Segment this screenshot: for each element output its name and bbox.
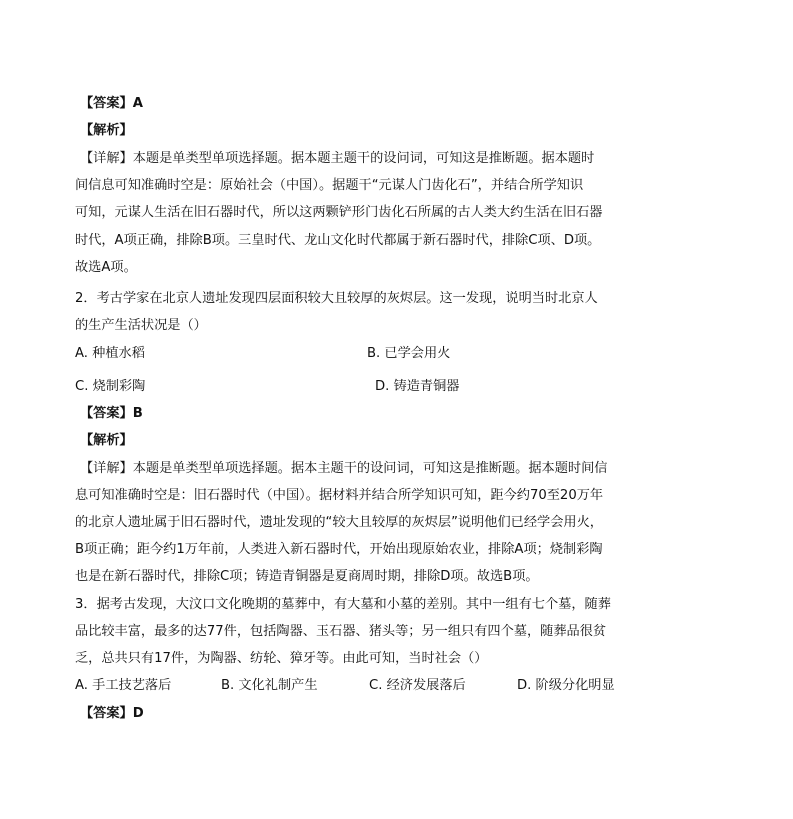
- q2-detail-line: 的北京人遗址属于旧石器时代，遗址发现的“较大且较厚的灰烬层”说明他们已经学会用火，: [75, 515, 603, 530]
- q3-option-a: A. 手工技艺落后: [75, 678, 172, 693]
- q3-stem-line: 3．据考古发现，大汶口文化晚期的墓葬中，有大墓和小墓的差别。其中一组有七个墓，随葬: [75, 597, 611, 612]
- q2-detail-line: B项正确；距今约1万年前，人类进入新石器时代，开始出现原始农业，排除A项；烧制彩陶: [75, 542, 603, 557]
- q1-detail-line: 【详解】本题是单类型单项选择题。据本题主题干的设问词，可知这是推断题。据本题时: [80, 151, 595, 166]
- q2-option-a: A. 种植水稻: [75, 346, 145, 361]
- q2-option-d: D. 铸造青铜器: [375, 379, 460, 394]
- q1-detail-line: 间信息可知准确时空是：原始社会（中国）。据题干“元谋人门齿化石”，并结合所学知识: [75, 178, 584, 193]
- q3-option-b: B. 文化礼制产生: [221, 678, 318, 693]
- q2-detail-line: 【详解】本题是单类型单项选择题。据本主题干的设问词，可知这是推断题。据本题时间信: [80, 461, 608, 476]
- q2-detail-line: 也是在新石器时代，排除C项；铸造青铜器是夏商周时期，排除D项。故选B项。: [75, 569, 539, 584]
- q2-detail-line: 息可知准确时空是：旧石器时代（中国）。据材料并结合所学知识可知，距今约70至20万年: [75, 488, 604, 503]
- q3-stem-line: 品比较丰富，最多的达77件，包括陶器、玉石器、猪头等；另一组只有四个墓，随葬品很贫: [75, 624, 607, 639]
- q3-option-c: C. 经济发展落后: [369, 678, 466, 693]
- q1-detail-line: 可知，元谋人生活在旧石器时代，所以这两颗铲形门齿化石所属的古人类大约生活在旧石器: [75, 205, 603, 220]
- q3-stem-line: 乏，总共只有17件，为陶器、纺轮、獐牙等。由此可知，当时社会（）: [75, 651, 488, 666]
- q1-analysis-label: 【解析】: [80, 123, 133, 138]
- q2-option-b: B. 已学会用火: [367, 346, 451, 361]
- q1-detail-line: 故选A项。: [75, 260, 137, 275]
- q3-answer: 【答案】D: [80, 706, 144, 721]
- q2-stem-line: 2．考古学家在北京人遗址发现四层面积较大且较厚的灰烬层。这一发现，说明当时北京人: [75, 291, 598, 306]
- q2-answer: 【答案】B: [80, 406, 143, 421]
- q2-stem-line: 的生产生活状况是（）: [75, 318, 207, 333]
- q3-option-d: D. 阶级分化明显: [517, 678, 615, 693]
- q2-option-c: C. 烧制彩陶: [75, 379, 146, 394]
- q2-analysis-label: 【解析】: [80, 433, 133, 448]
- q1-answer: 【答案】A: [80, 96, 143, 111]
- q1-detail-line: 时代，A项正确，排除B项。三皇时代、龙山文化时代都属于新石器时代，排除C项、D项。: [75, 233, 601, 248]
